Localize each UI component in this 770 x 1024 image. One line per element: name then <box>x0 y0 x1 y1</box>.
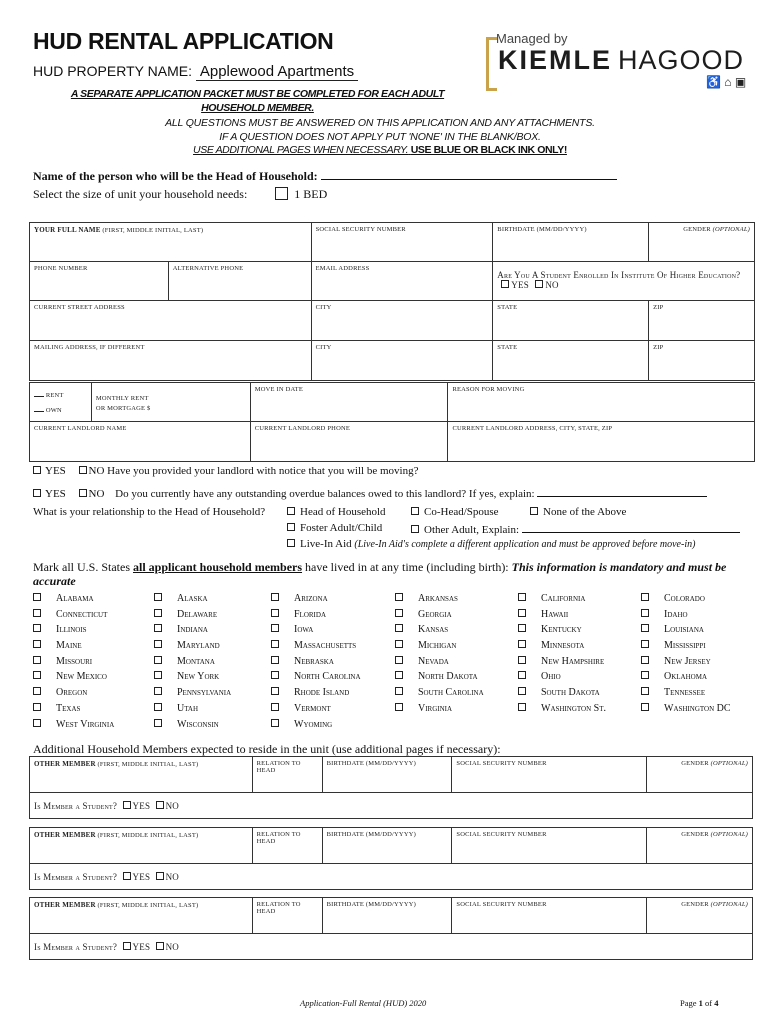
state-item[interactable]: New York <box>154 671 272 687</box>
state-checkbox[interactable] <box>395 624 403 632</box>
rel-other-explain-field[interactable] <box>522 522 740 533</box>
member-name-cell[interactable]: OTHER MEMBER (FIRST, MIDDLE INITIAL, LAST) <box>30 757 253 793</box>
states-column-1 <box>33 593 151 734</box>
member-ssn-cell[interactable]: SOCIAL SECURITY NUMBER <box>452 828 647 864</box>
state-item[interactable]: West Virginia <box>33 719 151 735</box>
additional-pages-text: USE ADDITIONAL PAGES WHEN NECESSARY. <box>193 144 409 156</box>
state-item[interactable]: Indiana <box>154 624 272 640</box>
state-checkbox[interactable] <box>518 671 526 679</box>
state-checkbox[interactable] <box>518 593 526 601</box>
reason-cell[interactable]: REASON FOR MOVING <box>448 383 755 422</box>
state-checkbox[interactable] <box>395 640 403 648</box>
state-item[interactable]: Rhode Island <box>271 687 389 703</box>
rel-head-option[interactable]: Head of Household <box>287 506 386 518</box>
state-checkbox[interactable] <box>271 593 279 601</box>
member-student-row: Is Member a Student? YES NO <box>30 793 753 819</box>
balance-explain-field[interactable] <box>537 486 707 497</box>
rent-own-cell: RENT OWN <box>30 383 92 422</box>
state-cell[interactable]: STATE <box>493 301 649 341</box>
member-relation-cell[interactable]: RELATION TO HEAD <box>252 828 322 864</box>
student-cell: Are You A Student Enrolled In Institute Of Higher Education? YES NO <box>493 262 755 301</box>
member-table-1 <box>29 756 753 819</box>
notice-no-checkbox[interactable] <box>79 466 87 474</box>
separate-packet-notice: A SEPARATE APPLICATION PACKET MUST BE COMPLETED FOR EACH ADULT HOUSEHOLD MEMBER. <box>70 88 445 114</box>
member-name-cell[interactable]: OTHER MEMBER (FIRST, MIDDLE INITIAL, LAST) <box>30 898 253 934</box>
state-item[interactable]: Michigan <box>395 640 513 656</box>
state-item[interactable]: North Carolina <box>271 671 389 687</box>
state-checkbox[interactable] <box>271 640 279 648</box>
state-item[interactable]: Tennessee <box>641 687 759 703</box>
states-column-4 <box>395 593 513 719</box>
member-student-row: Is Member a Student? YES NO <box>30 864 753 890</box>
unit-size-row <box>33 187 327 202</box>
member-birthdate-cell[interactable]: BIRTHDATE (MM/DD/YYYY) <box>322 757 452 793</box>
state-item[interactable]: Ohio <box>518 671 636 687</box>
member-birthdate-cell[interactable]: BIRTHDATE (MM/DD/YYYY) <box>322 828 452 864</box>
member-ssn-cell[interactable]: SOCIAL SECURITY NUMBER <box>452 898 647 934</box>
state-item[interactable]: Maryland <box>154 640 272 656</box>
state-item[interactable]: Wisconsin <box>154 719 272 735</box>
member-birthdate-cell[interactable]: BIRTHDATE (MM/DD/YYYY) <box>322 898 452 934</box>
member-gender-cell[interactable]: GENDER (OPTIONAL) <box>647 757 753 793</box>
mailing-cell[interactable]: MAILING ADDRESS, IF DIFFERENT <box>30 341 312 381</box>
alt-phone-cell[interactable]: ALTERNATIVE PHONE <box>168 262 311 301</box>
member-student-no-checkbox[interactable] <box>156 801 164 809</box>
state-item[interactable]: New Hampshire <box>518 656 636 672</box>
phone-cell[interactable]: PHONE NUMBER <box>30 262 169 301</box>
ink-notice: USE BLUE OR BLACK INK ONLY! <box>410 144 567 156</box>
move-in-cell[interactable]: MOVE IN DATE <box>250 383 448 422</box>
live-in-note: (Live-In Aid's complete a different application and must be approved before move-in) <box>354 539 696 550</box>
notice-yes-checkbox[interactable] <box>33 466 41 474</box>
member-student-no-checkbox[interactable] <box>156 942 164 950</box>
additional-pages-notice <box>120 144 640 156</box>
unit-size-label: Select the size of unit your household needs: <box>33 187 248 201</box>
member-gender-cell[interactable]: GENDER (OPTIONAL) <box>647 898 753 934</box>
state-checkbox[interactable] <box>641 624 649 632</box>
all-questions-notice: ALL QUESTIONS MUST BE ANSWERED ON THIS APPLICATION AND ANY ATTACHMENTS. <box>165 117 595 129</box>
footer-page-number: Page 1 of 4 <box>680 998 719 1008</box>
member-student-yes-checkbox[interactable] <box>123 872 131 880</box>
states-column-2 <box>154 593 272 734</box>
equal-housing-icon: ♿ ⌂ ▣ <box>706 75 747 89</box>
head-of-household-row <box>33 168 617 184</box>
state-checkbox[interactable] <box>271 719 279 727</box>
state-item[interactable]: South Carolina <box>395 687 513 703</box>
state-checkbox[interactable] <box>641 703 649 711</box>
state-checkbox[interactable] <box>641 609 649 617</box>
state-item[interactable]: Mississippi <box>641 640 759 656</box>
state-item[interactable]: Utah <box>154 703 272 719</box>
state-item[interactable]: Kansas <box>395 624 513 640</box>
state-item[interactable]: Alaska <box>154 593 272 609</box>
state-checkbox[interactable] <box>395 703 403 711</box>
balance-no-checkbox[interactable] <box>79 489 87 497</box>
state-item[interactable]: Wyoming <box>271 719 389 735</box>
states-intro: Mark all U.S. States all applicant household members have lived in at any time (including birth): This information is mandatory and must be accurate <box>33 560 727 588</box>
state-checkbox[interactable] <box>641 671 649 679</box>
state-checkbox[interactable] <box>518 687 526 695</box>
relationship-question: What is your relationship to the Head of Household? <box>33 506 266 518</box>
landlord-name-cell[interactable]: CURRENT LANDLORD NAME <box>30 422 251 462</box>
landlord-phone-cell[interactable]: CURRENT LANDLORD PHONE <box>250 422 448 462</box>
state-checkbox[interactable] <box>154 719 162 727</box>
gender-cell[interactable]: GENDER (OPTIONAL) <box>649 223 755 262</box>
state-item[interactable]: Illinois <box>33 624 151 640</box>
state-checkbox[interactable] <box>518 624 526 632</box>
state-checkbox[interactable] <box>33 593 41 601</box>
state-item[interactable]: Connecticut <box>33 609 151 625</box>
member-gender-cell[interactable]: GENDER (OPTIONAL) <box>647 828 753 864</box>
residence-table <box>29 382 755 462</box>
balance-question: Do you currently have any outstanding overdue balances owed to this landlord? If yes, explain: <box>115 488 535 500</box>
state-checkbox[interactable] <box>271 624 279 632</box>
student-no-checkbox[interactable] <box>535 280 543 288</box>
states-column-5 <box>518 593 636 719</box>
state-checkbox[interactable] <box>33 719 41 727</box>
state-item[interactable]: Pennsylvania <box>154 687 272 703</box>
state-checkbox[interactable] <box>154 703 162 711</box>
state-checkbox[interactable] <box>33 703 41 711</box>
state-checkbox[interactable] <box>518 703 526 711</box>
state-checkbox[interactable] <box>518 656 526 664</box>
state-checkbox[interactable] <box>154 687 162 695</box>
student-question: Are You A Student Enrolled In Institute Of Higher Education? <box>497 270 741 280</box>
state-checkbox[interactable] <box>641 593 649 601</box>
notice-block <box>120 116 640 144</box>
head-of-household-field[interactable] <box>321 168 617 180</box>
property-name: Applewood Apartments <box>196 63 358 81</box>
state-checkbox[interactable] <box>154 593 162 601</box>
member-table-3 <box>29 897 753 960</box>
state-item[interactable]: Massachusetts <box>271 640 389 656</box>
student-yes-checkbox[interactable] <box>501 280 509 288</box>
state-item[interactable]: Montana <box>154 656 272 672</box>
state-item[interactable]: Nebraska <box>271 656 389 672</box>
states-column-6 <box>641 593 759 719</box>
members-heading: Additional Household Members expected to reside in the unit (use additional pages if necessary): <box>33 742 501 756</box>
notice-question-row: YES NO Have you provided your landlord with notice that you will be moving? <box>33 465 418 477</box>
state-checkbox[interactable] <box>154 624 162 632</box>
city-cell[interactable]: CITY <box>311 301 493 341</box>
state-item[interactable]: Nevada <box>395 656 513 672</box>
state-item[interactable]: Kentucky <box>518 624 636 640</box>
member-relation-cell[interactable]: RELATION TO HEAD <box>252 898 322 934</box>
rel-foster-checkbox[interactable] <box>287 523 295 531</box>
full-name-cell[interactable]: YOUR FULL NAME (FIRST, MIDDLE INITIAL, LAST) <box>30 223 312 262</box>
street-cell[interactable]: CURRENT STREET ADDRESS <box>30 301 312 341</box>
page-title: HUD RENTAL APPLICATION <box>33 28 334 54</box>
birthdate-cell[interactable]: BIRTHDATE (MM/DD/YYYY) <box>493 223 649 262</box>
rel-live-in-option[interactable]: Live-In Aid (Live-In Aid's complete a different application and must be approved before move-in) <box>287 538 695 550</box>
state-item[interactable]: Missouri <box>33 656 151 672</box>
state-item[interactable]: Florida <box>271 609 389 625</box>
balance-question-row: YES NO Do you currently have any outstanding overdue balances owed to this landlord? If yes, explain: <box>33 486 753 500</box>
state-item[interactable]: Georgia <box>395 609 513 625</box>
logo-hagood: HAGOOD <box>618 45 745 75</box>
state-item[interactable]: North Dakota <box>395 671 513 687</box>
notice-question: Have you provided your landlord with notice that you will be moving? <box>107 465 419 477</box>
member-student-row: Is Member a Student? YES NO <box>30 934 753 960</box>
rent-blank[interactable] <box>34 396 44 397</box>
landlord-address-cell[interactable]: CURRENT LANDLORD ADDRESS, CITY, STATE, ZIP <box>448 422 755 462</box>
member-student-yes-checkbox[interactable] <box>123 801 131 809</box>
mailing-zip-cell[interactable]: ZIP <box>649 341 755 381</box>
state-checkbox[interactable] <box>641 687 649 695</box>
rel-live-in-checkbox[interactable] <box>287 539 295 547</box>
state-item[interactable]: New Mexico <box>33 671 151 687</box>
monthly-rent-cell[interactable]: MONTHLY RENT OR MORTGAGE $ <box>91 383 250 422</box>
state-item[interactable]: Hawaii <box>518 609 636 625</box>
member-student-yes-checkbox[interactable] <box>123 942 131 950</box>
state-checkbox[interactable] <box>395 687 403 695</box>
state-checkbox[interactable] <box>154 609 162 617</box>
state-item[interactable]: Arkansas <box>395 593 513 609</box>
state-item[interactable]: Colorado <box>641 593 759 609</box>
state-item[interactable]: Minnesota <box>518 640 636 656</box>
state-item[interactable]: Idaho <box>641 609 759 625</box>
applicant-table <box>29 222 755 381</box>
footer-form-id: Application-Full Rental (HUD) 2020 <box>300 998 427 1008</box>
state-item[interactable]: Iowa <box>271 624 389 640</box>
rel-none-option[interactable]: None of the Above <box>530 506 626 518</box>
rel-cohead-checkbox[interactable] <box>411 507 419 515</box>
state-checkbox[interactable] <box>395 656 403 664</box>
state-checkbox[interactable] <box>33 609 41 617</box>
state-checkbox[interactable] <box>518 609 526 617</box>
head-of-household-label: Name of the person who will be the Head of Household: <box>33 169 318 183</box>
state-checkbox[interactable] <box>395 609 403 617</box>
state-item[interactable]: New Jersey <box>641 656 759 672</box>
mailing-state-cell[interactable]: STATE <box>493 341 649 381</box>
state-checkbox[interactable] <box>641 640 649 648</box>
state-checkbox[interactable] <box>641 656 649 664</box>
rel-none-checkbox[interactable] <box>530 507 538 515</box>
state-checkbox[interactable] <box>154 656 162 664</box>
balance-yes-checkbox[interactable] <box>33 489 41 497</box>
email-cell[interactable]: EMAIL ADDRESS <box>311 262 493 301</box>
state-checkbox[interactable] <box>33 656 41 664</box>
state-item[interactable]: South Dakota <box>518 687 636 703</box>
logo-managed-by: Managed by <box>496 31 568 46</box>
state-checkbox[interactable] <box>33 624 41 632</box>
state-checkbox[interactable] <box>154 640 162 648</box>
state-checkbox[interactable] <box>271 671 279 679</box>
state-item[interactable]: Virginia <box>395 703 513 719</box>
property-row <box>33 63 358 81</box>
state-checkbox[interactable] <box>33 687 41 695</box>
rel-cohead-option[interactable]: Co-Head/Spouse <box>411 506 499 518</box>
property-label: HUD PROPERTY NAME: <box>33 63 192 79</box>
logo-kiemle: KIEMLE <box>498 45 613 75</box>
states-column-3 <box>271 593 389 734</box>
state-item[interactable]: Washington St. <box>518 703 636 719</box>
state-item[interactable]: California <box>518 593 636 609</box>
zip-cell[interactable]: ZIP <box>649 301 755 341</box>
ssn-cell[interactable]: SOCIAL SECURITY NUMBER <box>311 223 493 262</box>
unit-1bed-checkbox[interactable] <box>275 187 288 200</box>
state-item[interactable]: Alabama <box>33 593 151 609</box>
state-item[interactable]: Delaware <box>154 609 272 625</box>
state-checkbox[interactable] <box>154 671 162 679</box>
state-item[interactable]: Washington DC <box>641 703 759 719</box>
rel-foster-option[interactable]: Foster Adult/Child <box>287 522 382 534</box>
member-student-no-checkbox[interactable] <box>156 872 164 880</box>
state-item[interactable]: Maine <box>33 640 151 656</box>
state-item[interactable]: Arizona <box>271 593 389 609</box>
state-item[interactable]: Louisiana <box>641 624 759 640</box>
state-item[interactable]: Texas <box>33 703 151 719</box>
state-checkbox[interactable] <box>395 671 403 679</box>
state-checkbox[interactable] <box>518 640 526 648</box>
state-checkbox[interactable] <box>395 593 403 601</box>
rel-head-checkbox[interactable] <box>287 507 295 515</box>
not-apply-notice: IF A QUESTION DOES NOT APPLY PUT 'NONE' IN THE BLANK/BOX. <box>219 131 541 143</box>
state-checkbox[interactable] <box>271 703 279 711</box>
member-relation-cell[interactable]: RELATION TO HEAD <box>252 757 322 793</box>
state-checkbox[interactable] <box>271 656 279 664</box>
mailing-city-cell[interactable]: CITY <box>311 341 493 381</box>
company-logo <box>486 31 754 91</box>
rel-other-checkbox[interactable] <box>411 525 419 533</box>
own-blank[interactable] <box>34 411 44 412</box>
state-checkbox[interactable] <box>33 671 41 679</box>
state-checkbox[interactable] <box>271 609 279 617</box>
unit-1bed-label: 1 BED <box>294 187 328 201</box>
member-name-cell[interactable]: OTHER MEMBER (FIRST, MIDDLE INITIAL, LAST) <box>30 828 253 864</box>
rel-other-option[interactable]: Other Adult, Explain: <box>411 522 740 536</box>
state-item[interactable]: Oklahoma <box>641 671 759 687</box>
state-checkbox[interactable] <box>271 687 279 695</box>
member-ssn-cell[interactable]: SOCIAL SECURITY NUMBER <box>452 757 647 793</box>
member-table-2 <box>29 827 753 890</box>
state-item[interactable]: Vermont <box>271 703 389 719</box>
state-item[interactable]: Oregon <box>33 687 151 703</box>
state-checkbox[interactable] <box>33 640 41 648</box>
